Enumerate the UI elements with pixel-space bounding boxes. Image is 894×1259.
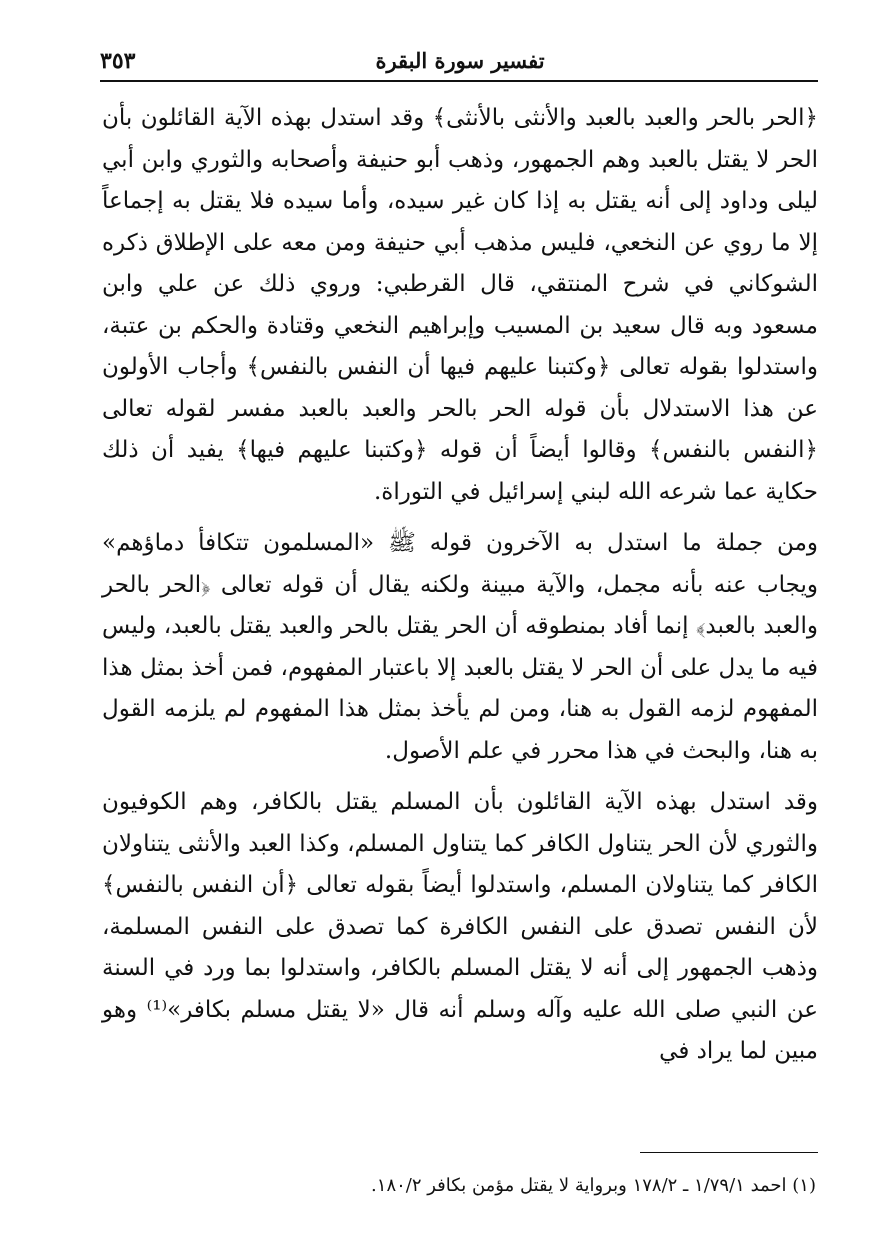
page-number: ٣٥٣: [100, 48, 136, 74]
page-title: تفسير سورة البقرة: [375, 48, 545, 73]
page-header: [100, 44, 820, 84]
paragraph-1: ﴿الحر بالحر والعبد بالعبد والأنثى بالأنثى﴾ وقد استدل بهذه الآية القائلون بأن الحر لا يقتل بالعبد وهم الجمهور، وذهب أبو حنيفة وأصحابه والثوري وابن أبي ليلى وداود إلى أنه يقتل به إذا كان غير سيده، وأما سيده فلا يقتل به إجماعاً إلا ما روي عن النخعي، فليس مذهب أبي حنيفة ومن معه على الإطلاق ذكره الشوكاني في شرح المنتقي، قال القرطبي: وروي ذلك عن علي وابن مسعود وبه قال سعيد بن المسيب وإبراهيم النخعي وقتادة والحكم بن عتبة، واستدلوا بقوله تعالى ﴿وكتبنا عليهم فيها أن النفس بالنفس﴾ وأجاب الأولون عن هذا الاستدلال بأن قوله الحر بالحر والعبد بالعبد مفسر لقوله تعالى ﴿النفس بالنفس﴾ وقالوا أيضاً أن قوله ﴿وكتبنا عليهم فيها﴾ يفيد أن ذلك حكاية عما شرعه الله لبني إسرائيل في التوراة.: [102, 105, 818, 505]
paragraph-2: ومن جملة ما استدل به الآخرون قوله ﷺ «المسلمون تتكافأ دماؤهم» ويجاب عنه بأنه مجمل، والآية مبينة ولكنه يقال أن قوله تعالى ﴿الحر بالحر والعبد بالعبد﴾ إنما أفاد بمنطوقه أن الحر يقتل بالحر والعبد يقتل بالعبد، وليس فيه ما يدل على أن الحر لا يقتل بالعبد إلا باعتبار المفهوم، فمن أخذ بمثل هذا المفهوم لزمه القول به هنا، ومن لم يأخذ بمثل هذا المفهوم لم يلزمه القول به هنا، والبحث في هذا محرر في علم الأصول.: [102, 530, 818, 764]
header-divider: [100, 80, 818, 82]
paragraph-3: وقد استدل بهذه الآية القائلون بأن المسلم يقتل بالكافر، وهم الكوفيون والثوري لأن الحر يتناول الكافر كما يتناول المسلم، وكذا العبد والأنثى يتناولان الكافر كما يتناولان المسلم، واستدلوا أيضاً بقوله تعالى ﴿أن النفس بالنفس﴾ لأن النفس تصدق على النفس الكافرة كما تصدق على النفس المسلمة، وذهب الجمهور إلى أنه لا يقتل المسلم بالكافر، واستدلوا بما ورد في السنة عن النبي صلى الله عليه وآله وسلم أنه قال «لا يقتل مسلم بكافر»⁽¹⁾ وهو مبين لما يراد في: [102, 789, 819, 1064]
footnote-divider: [640, 1152, 818, 1153]
main-text: [102, 98, 818, 1073]
footnote: (١) احمد ١/٧٩/١ ـ ١٧٨/٢ وبرواية لا يقتل مؤمن بكافر ١٨٠/٢.: [371, 1175, 816, 1196]
